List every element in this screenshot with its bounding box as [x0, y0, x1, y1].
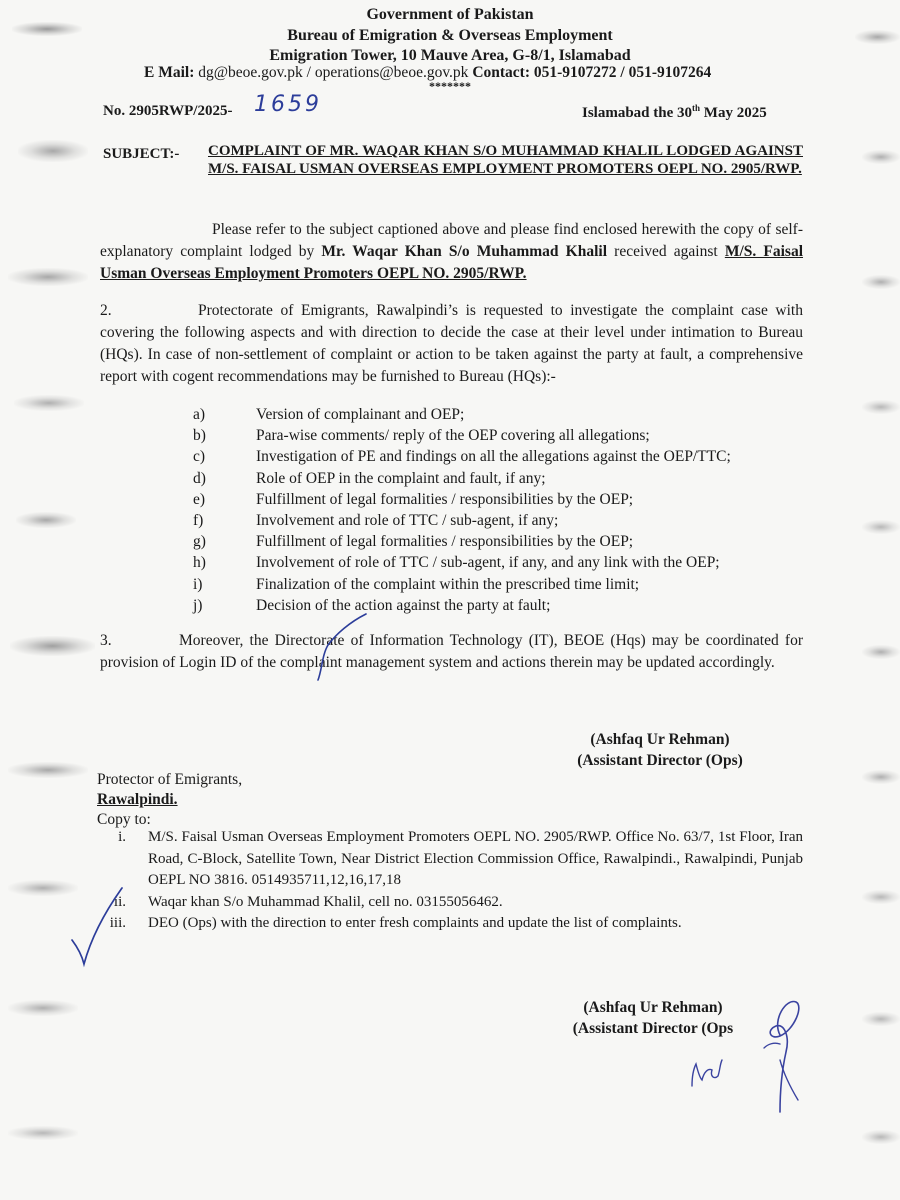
- para1-text-2: received against: [607, 243, 725, 260]
- reference-number: [103, 103, 232, 120]
- list-item: [193, 552, 813, 573]
- list-text: Para-wise comments/ reply of the OEP covering all allegations;: [256, 427, 650, 445]
- email-address-operations[interactable]: operations@beoe.gov.pk: [314, 64, 469, 81]
- letterhead-stars: *******: [429, 79, 471, 93]
- reference-number-handwritten: 1659: [254, 92, 322, 117]
- para1-complainant: Mr. Waqar Khan S/o Muhammad Khalil: [321, 243, 608, 260]
- list-item: [100, 827, 803, 892]
- roman-numeral: ii.: [113, 893, 126, 910]
- roman-numeral: i.: [118, 829, 126, 845]
- list-item: [193, 595, 813, 616]
- list-marker: d): [193, 469, 206, 487]
- list-text: Fulfillment of legal formalities / responsibilities by the OEP;: [256, 533, 634, 551]
- list-marker: i): [193, 575, 203, 593]
- signature-block-1: [540, 729, 780, 771]
- para3-number: 3.: [100, 632, 112, 649]
- email-address-dg[interactable]: dg@beoe.gov.pk: [198, 64, 303, 81]
- list-marker: g): [193, 533, 206, 551]
- signatory-name: (Ashfaq Ur Rehman): [583, 999, 723, 1016]
- list-text: Investigation of PE and findings on all the allegations against the OEP/TTC;: [256, 448, 731, 466]
- copy-to-list: [100, 827, 803, 935]
- letter-date: [582, 103, 767, 122]
- list-item: [100, 913, 803, 935]
- roman-numeral: iii.: [109, 915, 126, 931]
- signatory-name: (Ashfaq Ur Rehman): [590, 731, 730, 748]
- list-marker: b): [193, 427, 206, 445]
- list-item: [193, 468, 813, 489]
- copy-recipient-text: Waqar khan S/o Muhammad Khalil, cell no. 03155056462.: [148, 893, 503, 910]
- list-item: [193, 404, 813, 425]
- list-text: Role of OEP in the complaint and fault, if any;: [256, 469, 546, 487]
- list-item: [193, 531, 813, 552]
- signature-block-2: [533, 997, 773, 1039]
- paragraph-1: [100, 219, 803, 285]
- list-text: Involvement of role of TTC / sub-agent, if any, and any link with the OEP;: [256, 554, 720, 572]
- list-marker: e): [193, 490, 206, 508]
- signatory-title: (Assistant Director (Ops: [572, 1020, 734, 1037]
- list-item: [193, 489, 813, 510]
- list-item: [193, 574, 813, 595]
- list-item: [193, 446, 813, 467]
- reference-number-printed: No. 2905RWP/2025-: [103, 103, 233, 119]
- date-day: Islamabad the 30: [582, 105, 693, 121]
- list-text: Finalization of the complaint within the prescribed time limit;: [256, 575, 640, 593]
- list-item: [100, 892, 803, 914]
- list-item: [193, 510, 813, 531]
- aspects-list: [193, 404, 813, 616]
- list-text: Version of complainant and OEP;: [256, 406, 465, 423]
- letterhead-address: Emigration Tower, 10 Mauve Area, G-8/1, Islamabad: [269, 47, 631, 64]
- addressee: [97, 770, 242, 830]
- copy-recipient-text: M/S. Faisal Usman Overseas Employment Promoters OEPL NO. 2905/RWP. Office No. 63/7, 1st Floor, Iran Road, C-Block, Satellite Town, Near District Election Commission Office, Rawalpindi., Rawalpindi, Punjab OEPL NO 3816. 0514935711,12,16,17,18: [148, 829, 803, 888]
- paragraph-2: [100, 300, 803, 388]
- para2-text: Protectorate of Emigrants, Rawalpindi’s is requested to investigate the complaint case with covering the following aspects and with direction to decide the case at their level under intimation to Bureau (HQs). In case of non-settlement of complaint or action to be taken against the party at fault, a comprehensive report with cogent recommendations may be furnished to Bureau (HQs):-: [100, 302, 803, 385]
- email-label: E Mail:: [144, 64, 195, 81]
- copy-to-label: Copy to:: [97, 811, 151, 828]
- para1-respondent: M/S. Faisal Usman Overseas Employment Promoters OEPL NO. 2905/RWP.: [100, 243, 804, 282]
- subject-text: COMPLAINT OF MR. WAQAR KHAN S/O MUHAMMAD KHALIL LODGED AGAINST M/S. FAISAL USMAN OVERSEAS EMPLOYMENT PROMOTERS OEPL NO. 2905/RWP.: [208, 143, 803, 177]
- list-item: [193, 425, 813, 446]
- para1-text: Please refer to the subject captioned above and please find enclosed herewith the copy of self-explanatory complaint lodged by: [100, 221, 803, 260]
- contact-numbers: 051-9107272 / 051-9107264: [533, 64, 712, 81]
- date-month-year: May 2025: [700, 105, 767, 121]
- signatory-title: (Assistant Director (Ops): [577, 752, 743, 769]
- list-marker: f): [193, 511, 204, 529]
- addressee-office: Protector of Emigrants,: [97, 771, 243, 788]
- email-separator: /: [302, 64, 315, 81]
- letterhead-bureau: Bureau of Emigration & Overseas Employment: [287, 27, 613, 44]
- copy-recipient-text: DEO (Ops) with the direction to enter fresh complaints and update the list of complaints.: [148, 915, 682, 931]
- list-marker: a): [193, 406, 206, 423]
- paragraph-3: [100, 630, 803, 674]
- list-text: Fulfillment of legal formalities / responsibilities by the OEP;: [256, 490, 634, 508]
- contact-label: Contact:: [472, 64, 530, 81]
- list-marker: h): [193, 554, 206, 572]
- para2-number: 2.: [100, 302, 112, 319]
- letterhead-government: Government of Pakistan: [366, 6, 534, 23]
- list-text: Decision of the action against the party at fault;: [256, 596, 551, 614]
- list-text: Involvement and role of TTC / sub-agent, if any;: [256, 511, 559, 529]
- subject-label: SUBJECT:-: [103, 146, 180, 162]
- list-marker: c): [193, 448, 206, 466]
- addressee-city: Rawalpindi.: [97, 791, 178, 808]
- list-marker: j): [193, 596, 203, 614]
- para3-text: Moreover, the Directorate of Information Technology (IT), BEOE (Hqs) may be coordinated for provision of Login ID of the complaint management system and actions therein may be updated accordingly.: [100, 632, 803, 671]
- date-suffix-sup: th: [692, 103, 701, 113]
